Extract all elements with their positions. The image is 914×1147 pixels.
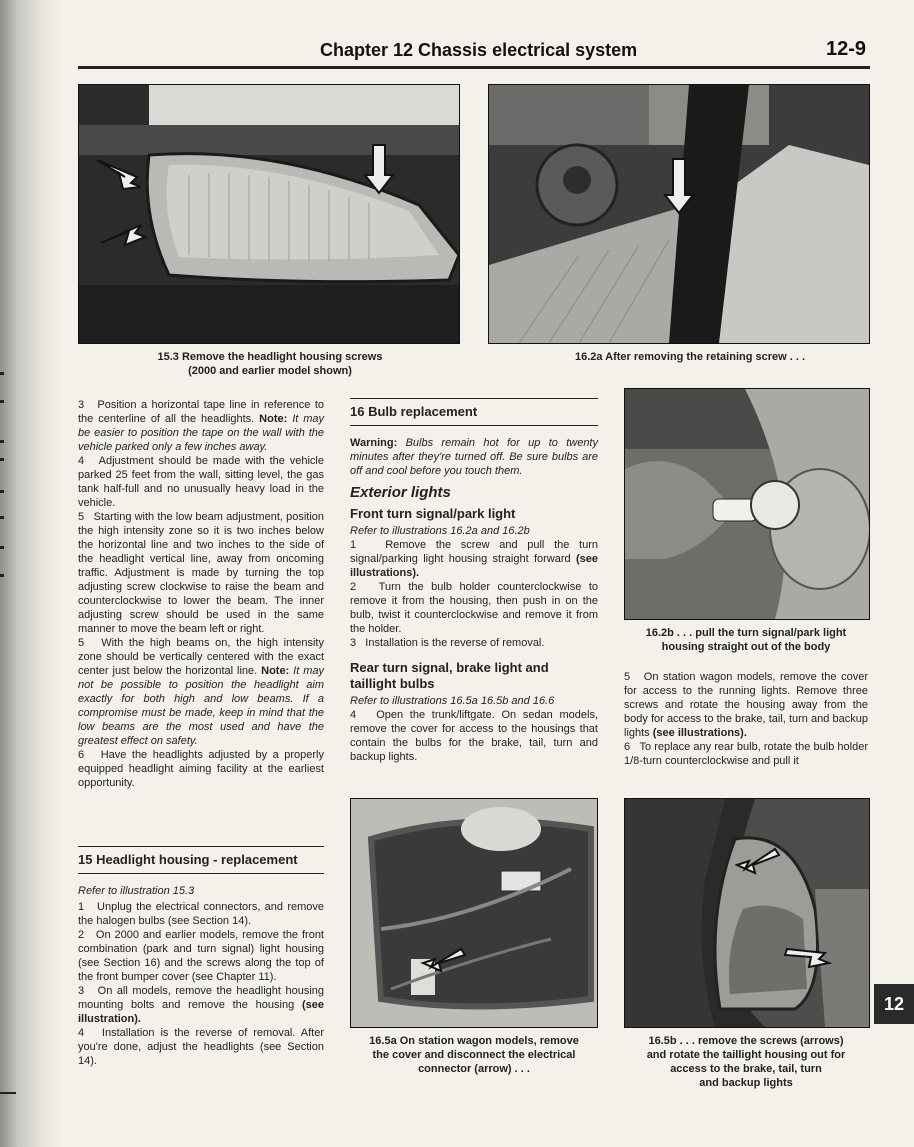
bulb-holder-photo-image [625, 389, 869, 619]
paragraph-text: Remove the screw and pull the turn signal/parking light housing straight forward [350, 539, 598, 565]
spine-mark [0, 516, 4, 519]
step-number: 3 [78, 399, 85, 411]
paragraph [350, 538, 598, 580]
step-number: 4 [350, 709, 357, 721]
turn-signal-photo-image [489, 85, 869, 343]
illustration-callout: (see illustrations). [652, 727, 747, 739]
note-label: Note: [259, 413, 288, 425]
step-number: 2 [78, 929, 85, 941]
page-header [78, 38, 870, 69]
section-15 [78, 846, 324, 1068]
section-15-heading-box [78, 846, 324, 874]
paragraph [78, 984, 324, 1026]
step-number: 1 [78, 901, 85, 913]
section-15-title: 15 Headlight housing - replacement [78, 852, 298, 867]
note-text: It may be easier to position the tape on the wall with the vehicle parked only a few inches away. [78, 413, 324, 453]
illustration-reference: Refer to illustration 15.3 [78, 885, 195, 897]
right-column [624, 670, 868, 768]
illustration-callout: (see illustration). [78, 999, 325, 1025]
spine-mark [0, 458, 4, 461]
warning-paragraph [350, 436, 598, 478]
paragraph-text: To replace any rear bulb, rotate the bulb holder 1/8-turn counterclockwise and pull it [624, 741, 869, 767]
paragraph [78, 636, 324, 748]
paragraph [78, 928, 324, 984]
paragraph-text: Position a horizontal tape line in reference to the centerline of all the headlights. [78, 399, 325, 425]
rear-lights-heading: Rear turn signal, brake light and taillight bulbs [350, 660, 549, 691]
book-spine-shadow [0, 0, 62, 1147]
paragraph [78, 900, 324, 928]
spine-mark [0, 546, 4, 549]
step-number: 5 [78, 637, 85, 649]
spine-mark [0, 1092, 16, 1094]
headlight-photo-image [79, 85, 459, 343]
figure-16-2a-caption [540, 350, 840, 364]
spine-mark [0, 574, 4, 577]
note-label: Note: [261, 665, 290, 677]
caption-text: 16.2b . . . pull the turn signal/park light housing straight out of the body [645, 627, 847, 653]
step-number: 1 [350, 539, 357, 551]
figure-16-5a-caption [350, 1034, 598, 1076]
paragraph [350, 580, 598, 636]
left-column [78, 398, 324, 790]
figure-16-2a-photo [488, 84, 870, 344]
caption-text: 15.3 Remove the headlight housing screws (2000 and earlier model shown) [157, 351, 383, 377]
paragraph [78, 510, 324, 636]
caption-text: 16.5a On station wagon models, remove the cover and disconnect the electrical connector (arrow) . . . [369, 1035, 579, 1075]
step-number: 5 [78, 511, 85, 523]
taillight-photo-image [625, 799, 869, 1027]
paragraph-text: Adjustment should be made with the vehicle parked 25 feet from the wall, sitting level, the gas tank half-full and no unusually heavy load in the vehicle. [78, 455, 324, 509]
paragraph-text: Starting with the low beam adjustment, position the high intensity zone so it is two inches below the horizontal line and two inches to the side of the headlight vertical line, away from oncoming traffic. Adjustment is made by turning the top adjusting screw clockwise to raise the beam and counterclockwise to lower the beam. The inner adjusting screw should be used in the same manner to move the beam left or right. [78, 511, 324, 635]
spine-mark [0, 372, 4, 375]
paragraph [624, 670, 868, 740]
paragraph-text: Have the headlights adjusted by a properly equipped headlight aiming facility at the earliest opportunity. [78, 749, 324, 789]
page-number: 12-9 [825, 38, 866, 60]
figure-15-3-caption [120, 350, 420, 378]
paragraph [350, 708, 598, 764]
exterior-lights-heading: Exterior lights [350, 484, 451, 501]
step-number: 4 [78, 455, 85, 467]
chapter-tab [874, 984, 914, 1024]
middle-column [350, 398, 598, 764]
caption-text: 16.2a After removing the retaining screw . . . [574, 351, 806, 363]
figure-15-3-photo [78, 84, 460, 344]
figure-16-2b-caption [624, 626, 868, 654]
paragraph [78, 398, 324, 454]
step-number: 5 [624, 671, 631, 683]
illustration-reference: Refer to illustrations 16.5a 16.5b and 16.6 [350, 695, 555, 707]
spine-mark [0, 400, 4, 403]
figure-16-5a-photo [350, 798, 598, 1028]
front-turn-signal-heading: Front turn signal/park light [350, 506, 516, 521]
paragraph [624, 740, 868, 768]
spine-mark [0, 440, 4, 443]
paragraph-text: Open the trunk/liftgate. On sedan models, remove the cover for access to the housings that contain the bulbs for the brake, tail, turn and backup lights. [350, 709, 598, 763]
paragraph-text: Unplug the electrical connectors, and remove the halogen bulbs (see Section 14). [78, 901, 325, 927]
step-number: 3 [350, 637, 357, 649]
paragraph-text: On all models, remove the headlight housing mounting bolts and remove the housing [78, 985, 325, 1011]
section-16-heading-box [350, 398, 598, 426]
step-number: 6 [624, 741, 631, 753]
paragraph-text: Installation is the reverse of removal. [365, 637, 545, 649]
paragraph [350, 636, 598, 650]
chapter-title: Chapter 12 Chassis electrical system [320, 40, 638, 60]
caption-text: 16.5b . . . remove the screws (arrows) and rotate the taillight housing out for access to the brake, tail, turn and backup lights [646, 1035, 846, 1089]
section-16-title: 16 Bulb replacement [350, 404, 478, 419]
chapter-tab-label: 12 [883, 993, 905, 1014]
warning-text: Bulbs remain hot for up to twenty minutes after they're turned off. Be sure bulbs are off and cool before you touch them. [350, 437, 598, 477]
paragraph-text: Turn the bulb holder counterclockwise to remove it from the housing, then push in on the bulb, twist it counterclockwise and remove it from the holder. [350, 581, 598, 635]
paragraph-text: With the high beams on, the high intensity zone should be vertically centered with the exact center just below the horizontal line. [78, 637, 324, 677]
figure-16-2b-photo [624, 388, 870, 620]
wagon-cover-photo-image [351, 799, 597, 1027]
illustration-callout: (see illustrations). [350, 553, 598, 579]
step-number: 2 [350, 581, 357, 593]
paragraph-text: Installation is the reverse of removal. After you're done, adjust the headlights (see Section 14). [78, 1027, 324, 1067]
illustration-reference: Refer to illustrations 16.2a and 16.2b [350, 525, 530, 537]
note-text: It may not be possible to position the headlight aim exactly for both high and low beams. If a compromise must be made, keep in mind that the low beams are the most used and have the greatest effect on safety. [78, 665, 324, 747]
paragraph-text: On station wagon models, remove the cover for access to the running lights. Remove three screws and rotate the housing away from the body for access to the brake, tail, turn and backup lights [624, 671, 868, 739]
step-number: 6 [78, 749, 85, 761]
figure-16-5b-caption [624, 1034, 868, 1090]
figure-16-5b-photo [624, 798, 870, 1028]
warning-label: Warning: [350, 437, 398, 449]
spine-mark [0, 490, 4, 493]
paragraph [78, 454, 324, 510]
step-number: 3 [78, 985, 85, 997]
paragraph [78, 1026, 324, 1068]
step-number: 4 [78, 1027, 85, 1039]
paragraph [78, 748, 324, 790]
paragraph-text: On 2000 and earlier models, remove the front combination (park and turn signal) light housing (see Section 16) and the screws along the top of the front bumper cover (see Chapter 11). [78, 929, 324, 983]
